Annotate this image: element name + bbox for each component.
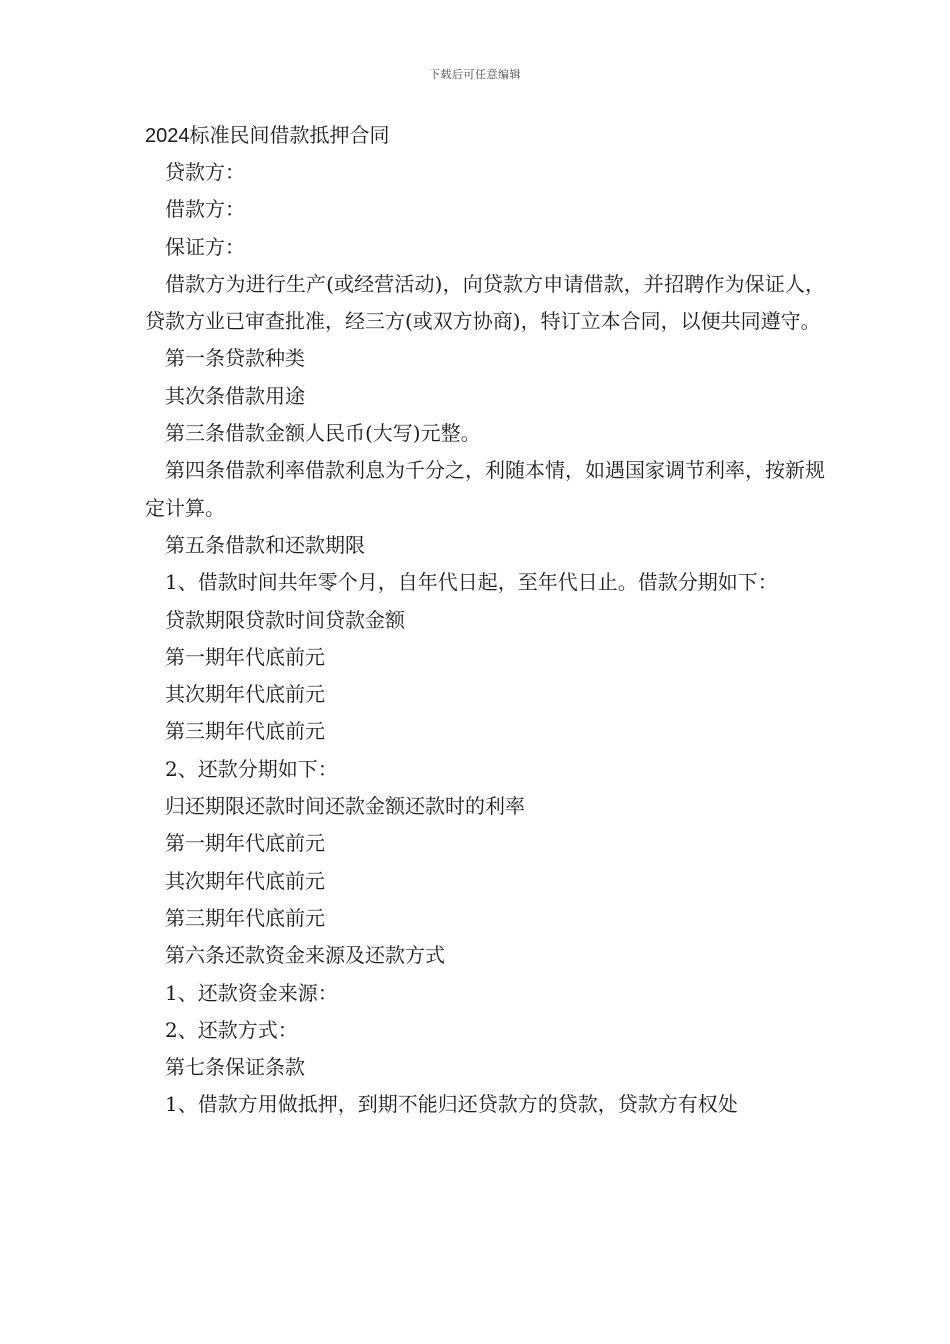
loan-schedule-header: 贷款期限贷款时间贷款金额 [165, 607, 405, 632]
guarantee-clause-1: 1、借款方用做抵押，到期不能归还贷款方的贷款，贷款方有权处 [165, 1092, 738, 1117]
repayment-intro: 2、还款分期如下： [165, 756, 338, 781]
article-7-heading: 第七条保证条款 [165, 1055, 305, 1080]
repayment-schedule-row: 其次期年代底前元 [165, 868, 325, 893]
article-2-heading: 其次条借款用途 [165, 383, 305, 408]
loan-term-paragraph: 1、借款时间共年零个月，自年代日起，至年代日止。借款分期如下： [165, 570, 778, 595]
party-borrower: 借款方： [165, 197, 245, 222]
party-guarantor: 保证方： [165, 234, 245, 259]
party-lender: 贷款方： [165, 160, 245, 184]
loan-schedule-row: 第一期年代底前元 [165, 644, 325, 669]
repayment-source: 1、还款资金来源： [165, 980, 338, 1005]
article-3-paragraph: 第三条借款金额人民币(大写)元整。 [165, 421, 481, 446]
repayment-schedule-row: 第三期年代底前元 [165, 905, 325, 930]
repayment-schedule-row: 第一期年代底前元 [165, 831, 325, 856]
page-header-note: 下载后可任意编辑 [429, 68, 521, 81]
article-4-paragraph: 第四条借款利率借款利息为千分之，利随本情，如遇国家调节利率，按新规定计算。 [145, 458, 825, 520]
document-body [145, 118, 825, 1124]
document-title: 2024标准民间借款抵押合同 [145, 125, 390, 147]
article-1-heading: 第一条贷款种类 [165, 346, 305, 371]
loan-schedule-row: 其次期年代底前元 [165, 682, 325, 707]
repayment-schedule-header: 归还期限还款时间还款金额还款时的利率 [165, 794, 525, 819]
repayment-method: 2、还款方式： [165, 1017, 298, 1042]
loan-schedule-row: 第三期年代底前元 [165, 719, 325, 744]
article-5-heading: 第五条借款和还款期限 [165, 532, 365, 557]
article-6-heading: 第六条还款资金来源及还款方式 [165, 943, 445, 968]
preamble-paragraph: 借款方为进行生产(或经营活动)，向贷款方申请借款，并招聘作为保证人，贷款方业已审查批准，经三方(或双方协商)，特订立本合同，以便共同遵守。 [145, 271, 825, 334]
